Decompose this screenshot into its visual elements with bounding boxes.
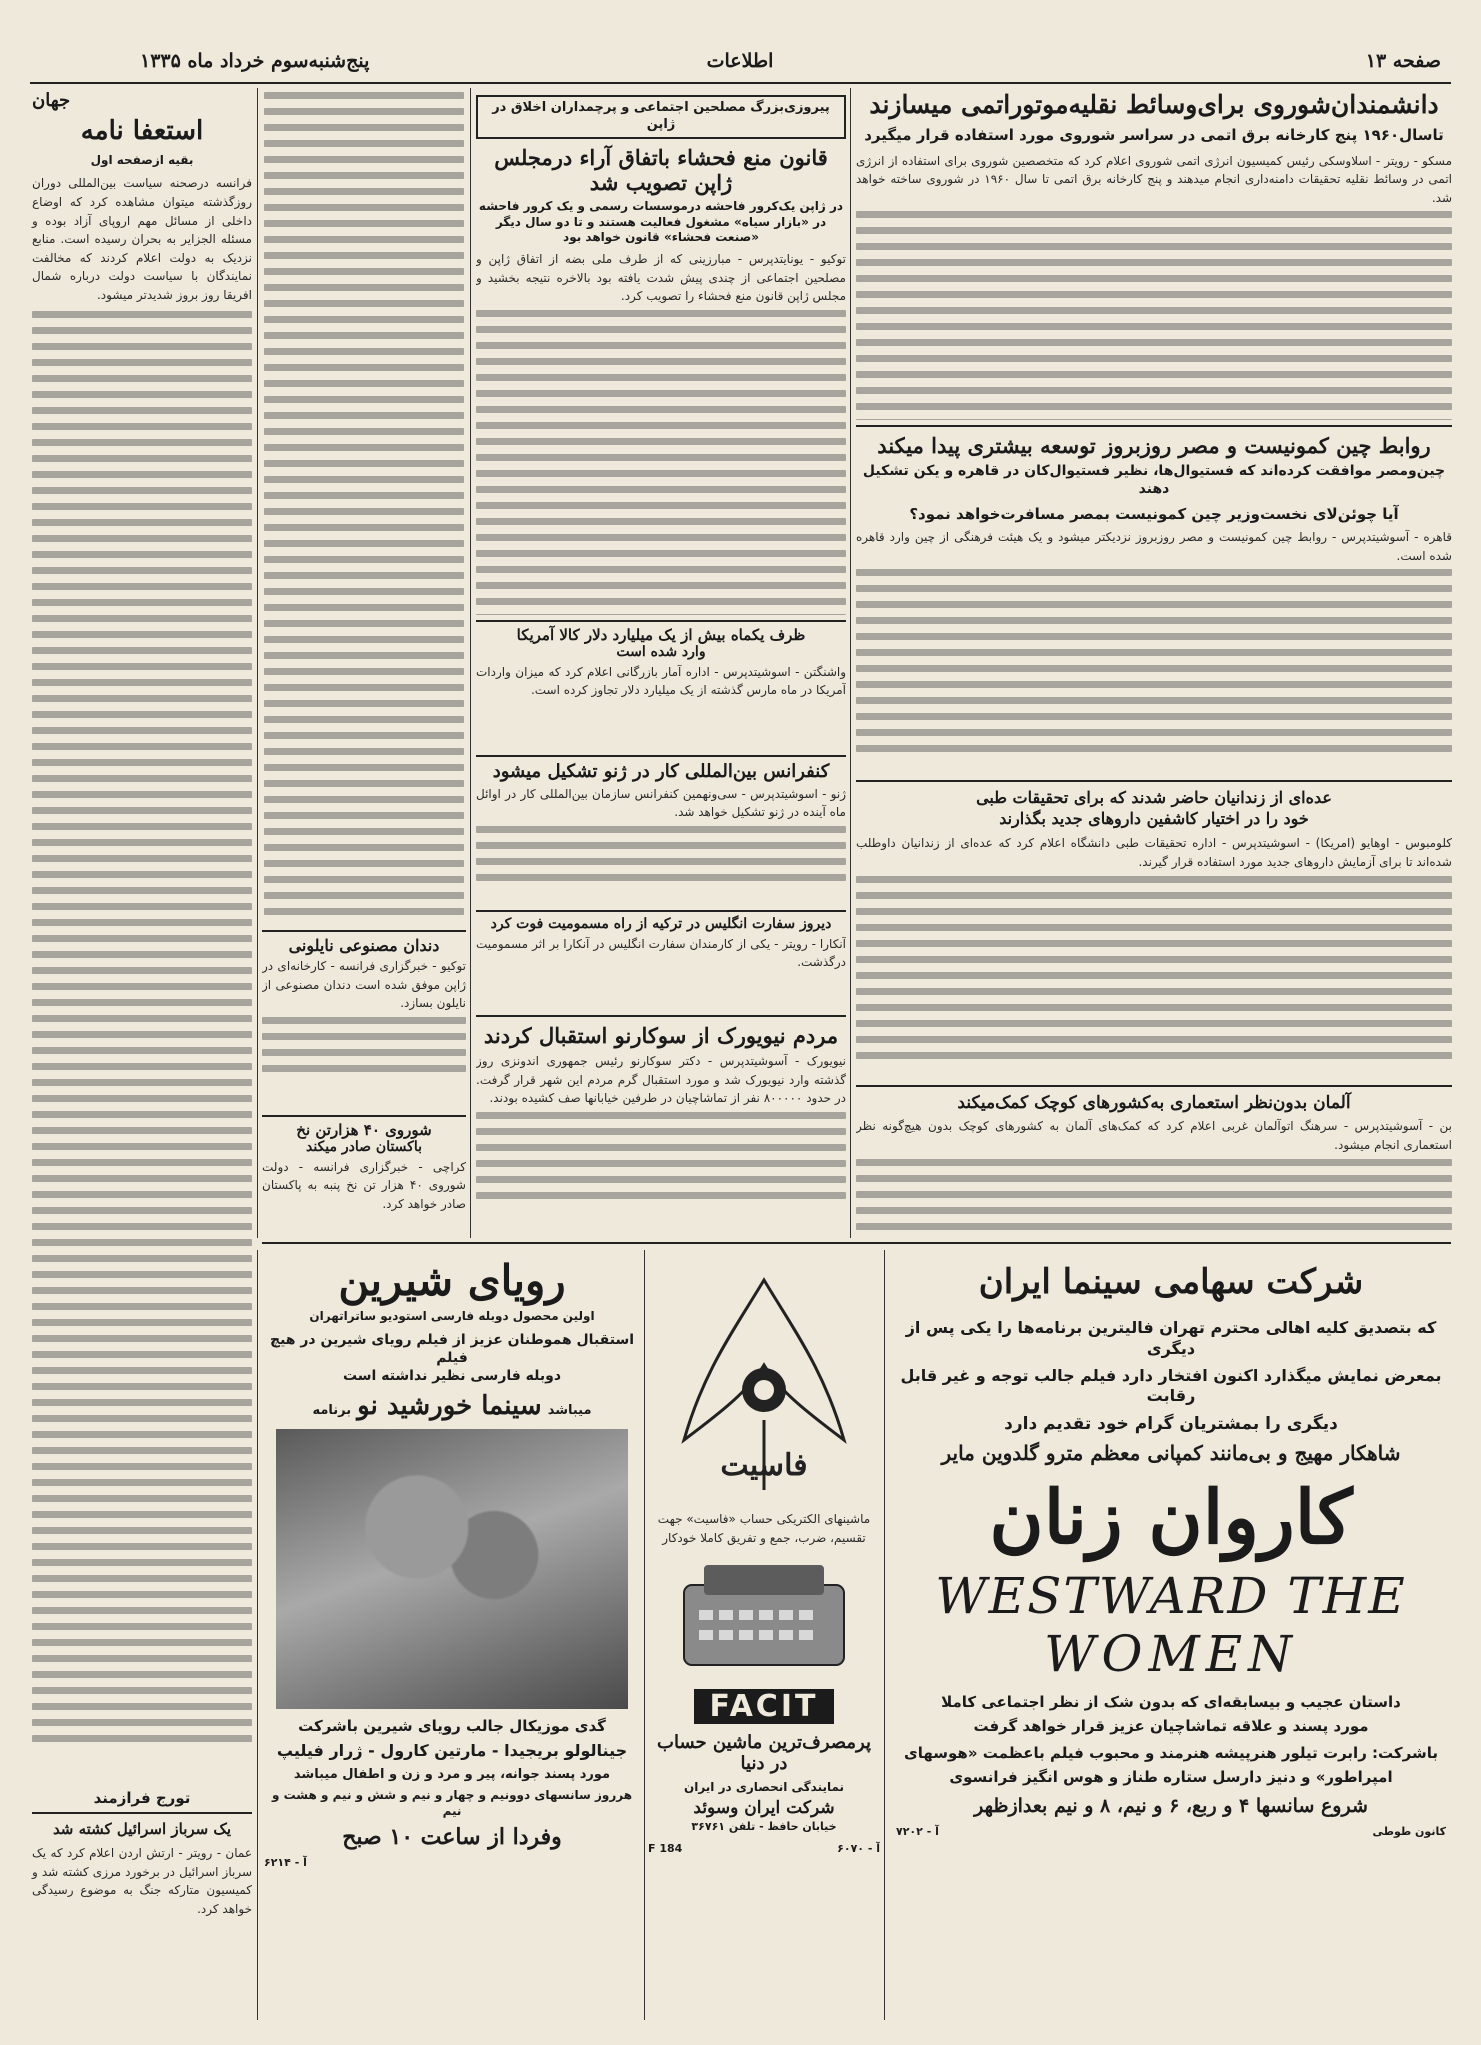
banner: پیروزی‌بزرگ مصلحین اجتماعی و پرچمداران اخلاق در ژاپن xyxy=(476,95,846,139)
headline: ظرف یکماه بیش از یک میلیارد دلار کالا آمریکا xyxy=(516,626,806,644)
ad-body: ماشینهای الکتریکی حساب «فاسیت» جهت تقسیم، ضرب، جمع و تفریق کاملا خودکار xyxy=(657,1512,871,1545)
film-desc: داستان عجیب و بیسابقه‌ای که بدون شک از نظر اجتماعی کاملا xyxy=(941,1693,1401,1712)
subheadline: تاسال۱۹۶۰ پنج کارخانه برق اتمی در سراسر شوروی مورد استفاده قرار میگیرد xyxy=(864,126,1444,144)
subheadline: وارد شده است xyxy=(616,644,706,660)
article-soviet xyxy=(856,90,1452,420)
ad-code: F 184 xyxy=(648,1842,683,1856)
audience: مورد پسند جوانه، پیر و مرد و زن و اطفال میباشد xyxy=(293,1767,611,1783)
article-body: واشنگتن - اسوشیتدپرس - اداره آمار بازرگانی اعلام کرد که میزان واردات آمریکا در ماه مارس گذشته از یک میلیارد دلار تجاوز کرده است. xyxy=(476,664,846,698)
column-rule xyxy=(470,88,471,1238)
headline: شوروی ۴۰ هزارتن نخ xyxy=(296,1121,432,1139)
article-british xyxy=(476,910,846,1010)
article-body: مسکو - رویتر - اسلاوسکی رئیس کمیسیون انرژی اتمی شوروی اعلام کرد که متخصصین شوروی برای استفاده از انرژی اتمی در وسائط نقلیه تحقیقات دامنه‌داری انجام میدهند و پنج کارخانه برق اتمی تا سال ۱۹۶۰ در شوروی ساخته خواهد شد. xyxy=(856,153,1452,205)
ad-sweet-dream xyxy=(264,1250,640,2020)
section-label: جهان xyxy=(32,90,71,111)
facit-brand: FACIT xyxy=(694,1689,834,1724)
headline: دیروز سفارت انگلیس در ترکیه از راه مسمومیت فوت کرد xyxy=(490,916,832,932)
column-rule xyxy=(257,1250,258,2020)
byline: تورج فرازمند xyxy=(93,1788,191,1807)
cinema-name: سینما خورشید نو xyxy=(357,1391,542,1422)
issue-date: پنج‌شنبه‌سوم خرداد ماه ۱۳۳۵ xyxy=(140,50,370,72)
article-body-israel: عمان - رویتر - ارتش اردن اعلام کرد که یک سرباز اسرائیل در برخورد مرزی کشته شد و کمیسیون متارکه جنگ به موضوع رسیدگی خواهد کرد. xyxy=(32,1846,252,1916)
article-body: توکیو - یونایتدپرس - مبارزینی که از طرف ملی بضه از اتفاق ژاپن و مصلحین اجتماعی از چندی پیش شدت یافته بود بالاخره نتیجه بخشید و مجلس ژاپن قانون منع فحشاء را تصویب کرد. xyxy=(476,251,846,304)
headline: کنفرانس بین‌المللی کار در ژنو تشکیل میشود xyxy=(492,761,830,782)
article-germany xyxy=(856,1085,1452,1235)
article-body: کراچی - خبرگزاری فرانسه - دولت شوروی ۴۰ هزار تن نخ پنبه به پاکستان صادر خواهد کرد. xyxy=(262,1159,466,1211)
headline: روابط چین کمونیست و مصر روزبروز توسعه بیشتری پیدا میکند xyxy=(877,433,1431,458)
calculator-icon xyxy=(674,1555,854,1675)
slogan: پرمصرف‌ترین ماشین حساب در دنیا xyxy=(657,1732,871,1775)
ad-code: آ - ۷۲۰۲ xyxy=(896,1825,939,1839)
headline-israel: یک سرباز اسرائیل کشته شد xyxy=(52,1820,232,1839)
article-yarn xyxy=(262,1115,466,1235)
article-research xyxy=(856,780,1452,1080)
article-body: کلومبوس - اوهایو (امریکا) - اسوشیتدپرس - اداره تحقیقات طبی دانشگاه اعلام کرد که عده‌ای از زندانیان داوطلب شده‌اند تا برای آزمایش داروهای جدید مورد استفاده قرار گیرند. xyxy=(856,836,1452,869)
ad-agency: کانون طوطی xyxy=(1372,1825,1446,1839)
page-number: صفحه ۱۳ xyxy=(1365,50,1441,72)
headline: عده‌ای از زندانیان حاضر شدند که برای تحقیقات طبی xyxy=(976,788,1332,807)
film-title-en-2: WOMEN xyxy=(1044,1625,1298,1684)
ad-line-1: که بتصدیق کلیه اهالی محترم تهران فالیترین برنامه‌ها را یکی پس از دیگری xyxy=(905,1318,1437,1358)
ad-facit xyxy=(648,1250,880,2020)
article-body: فرانسه درصحنه سیاست بین‌المللی دوران روزگذشته میتوان مشاهده کرد که اوضاع داخلی از مسائل مهم اروپای آزاد بوده و مسئله الجزایر به بحران رسیده است. منابع نزدیک به دولت اعلام کردند که مخالفت نمایندگان با سیاست دولت درباره شمال افریقا روز بروز شدیدتر میشود. xyxy=(32,176,252,302)
article-sukarno xyxy=(476,1015,846,1237)
headline: دانشمندان‌شوروی برای‌وسائط نقلیه‌موتوراتمی میسازند xyxy=(869,90,1439,119)
subheadline: خود را در اختیار کاشفین داروهای جدید بگذارند xyxy=(999,809,1309,829)
film-title: رویای شیرین xyxy=(338,1256,566,1305)
showtimes: شروع سانسها ۴ و ربع، ۶ و نیم، ۸ و نیم بعدازظهر xyxy=(974,1795,1368,1818)
stars: جینالولو بریجیدا - مارتین کارول - ژرار فیلیپ xyxy=(276,1740,628,1760)
text-lines xyxy=(264,92,464,922)
column-rule xyxy=(850,88,851,1238)
ad-line-2: بمعرض نمایش میگذارد اکنون افتخار دارد فیلم جالب توجه و غیر قابل رقابت xyxy=(900,1365,1442,1406)
subheadline: چین‌ومصر موافقت کرده‌اند که‌ فستیوال‌ها، نظیر فستیوال‌کان در قاهره‌ و یکن تشکیل دهند xyxy=(862,463,1446,498)
article-labor xyxy=(476,755,846,905)
left-column xyxy=(32,90,252,2020)
article-china xyxy=(856,425,1452,775)
subheadline-2: آیا چوئن‌لای نخست‌وزیر چین کمونیست بمصر مسافرت‌خواهد نمود؟ xyxy=(909,504,1399,523)
headline: دندان مصنوعی نایلونی xyxy=(288,936,440,955)
article-body: نیویورک - آسوشیتدپرس - دکتر سوکارنو رئیس جمهوری اندونزی روز گذشته وارد نیویورک شد و مورد استقبال گرم مردم این شهر قرار گرفت. در حدود ۸۰۰۰۰۰ نفر از تماشاچیان در طرفین خیابانها صف کشیده بودند. xyxy=(476,1054,846,1106)
cast: باشرکت: رابرت تیلور هنرپیشه هنرمند و محبوب فیلم باعظمت «هوسهای xyxy=(903,1744,1439,1763)
headline: آلمان بدون‌نظر استعماری به‌کشورهای کوچک کمک‌میکند xyxy=(957,1093,1351,1113)
ad-code: آ - ۶۲۱۴ xyxy=(264,1855,307,1869)
ad-tagline-2: دوبله فارسی نظیر نداشته است xyxy=(342,1367,562,1384)
subheadline: در ژاپن یک‌کرور فاحشه درموسسات رسمی و یک کرور فاحشه در «بازار سیاه» مشغول فعالیت هستند و تا دو سال دیگر «صنعت فحشاء» قانون خواهد بود xyxy=(478,199,844,245)
article-japan xyxy=(476,95,846,615)
film-desc-2: مورد پسند و علاقه تماشاچیان عزیز قرار خواهد گرفت xyxy=(973,1716,1369,1735)
subheadline: باکستان صادر میکند xyxy=(305,1139,422,1155)
ad-subtitle: اولین محصول دوبله فارسی استودیو ساتراتهران xyxy=(309,1309,595,1323)
agent-label: نمایندگی انحصاری در ایران xyxy=(683,1780,845,1795)
headline: استعفا نامه xyxy=(80,115,204,146)
article-body: ژنو - اسوشیتدپرس - سی‌و‌نهمین کنفرانس سازمان بین‌المللی کار در اوائل ماه آینده در ژنو تشکیل خواهد شد. xyxy=(476,786,846,820)
article-body: توکیو - خبرگزاری فرانسه - کارخانه‌ای در ژاپن موفق شده است دندان مصنوعی از نایلون بسازد. xyxy=(262,959,466,1011)
cast-2: امپراطور» و دنیز دارسل ستاره طناز و هوس انگیز فرانسوی xyxy=(949,1767,1393,1786)
from-time: وفردا از ساعت ۱۰ صبح xyxy=(342,1823,562,1850)
film-title-fa: کاروان زنان xyxy=(989,1475,1353,1562)
ad-cinema-iran xyxy=(890,1252,1452,2020)
film-title-en-1: WESTWARD THE xyxy=(935,1567,1407,1626)
company-title: شرکت سهامی سینما ایران xyxy=(978,1262,1364,1302)
ad-code-2: آ - ۶۰۷۰ xyxy=(837,1842,880,1856)
continued-note: بقیه ازصفحه اول xyxy=(90,152,194,167)
column-rule xyxy=(257,88,258,1238)
headline: قانون منع فحشاء باتفاق آراء درمجلس ژاپن تصویب شد xyxy=(494,144,828,195)
cinema-suffix: میباشد xyxy=(547,1403,592,1419)
header-rule xyxy=(30,82,1451,84)
ad-line-3: دیگری را بمشتریان گرام خود تقدیم دارد xyxy=(1004,1414,1338,1435)
column-rule xyxy=(884,1250,885,2020)
svg-text:فاسیت: فاسیت xyxy=(720,1448,808,1483)
article-body: قاهره - آسوشیتدپرس - روابط چین کمونیست و مصر روزبروز نزدیکتر میشود و یک هیئت فرهنگی از چین وارد قاهره شده است. xyxy=(856,530,1452,563)
headline: مردم نیویورک از سوکارنو استقبال کردند xyxy=(483,1023,839,1048)
ad-line-4: شاهکار مهیج و بی‌مانند کمپانی معظم مترو گلدوین مایر xyxy=(941,1441,1401,1466)
newspaper-name: اطلاعات xyxy=(706,50,774,72)
showtimes: هرروز سانسهای دوونیم و چهار و نیم و شش و نیم و هشت و نیم xyxy=(271,1788,633,1818)
column-rule xyxy=(644,1250,645,2020)
ad-tagline: استقبال هموطنان عزیز از فیلم رویای شیرین در هیچ فیلم xyxy=(269,1331,635,1366)
article-teeth xyxy=(262,930,466,1110)
section-rule xyxy=(262,1242,1451,1244)
movie-still-image xyxy=(276,1429,628,1709)
caption: گدی موزیکال جالب رویای شیرین باشرکت xyxy=(298,1717,606,1736)
facit-logo-icon xyxy=(664,1270,864,1500)
address: خیابان حافظ - تلفن ۳۶۷۶۱ xyxy=(691,1819,837,1833)
agent: شرکت ایران وسوئد xyxy=(693,1797,835,1818)
article-body: بن - آسوشیتدپرس - سرهنگ اتوآلمان غربی اعلام کرد که کمک‌های آلمان به کشورهای کوچک بدون هیچ‌گونه نظر استعماری انجام میشود. xyxy=(856,1119,1452,1152)
article-body: آنکارا - رویتر - یکی از کارمندان سفارت انگلیس در آنکارا بر اثر مسمومیت درگذشت. xyxy=(476,936,846,970)
text-lines xyxy=(32,305,252,1785)
article-imports xyxy=(476,620,846,750)
program-label: برنامه xyxy=(312,1403,352,1419)
